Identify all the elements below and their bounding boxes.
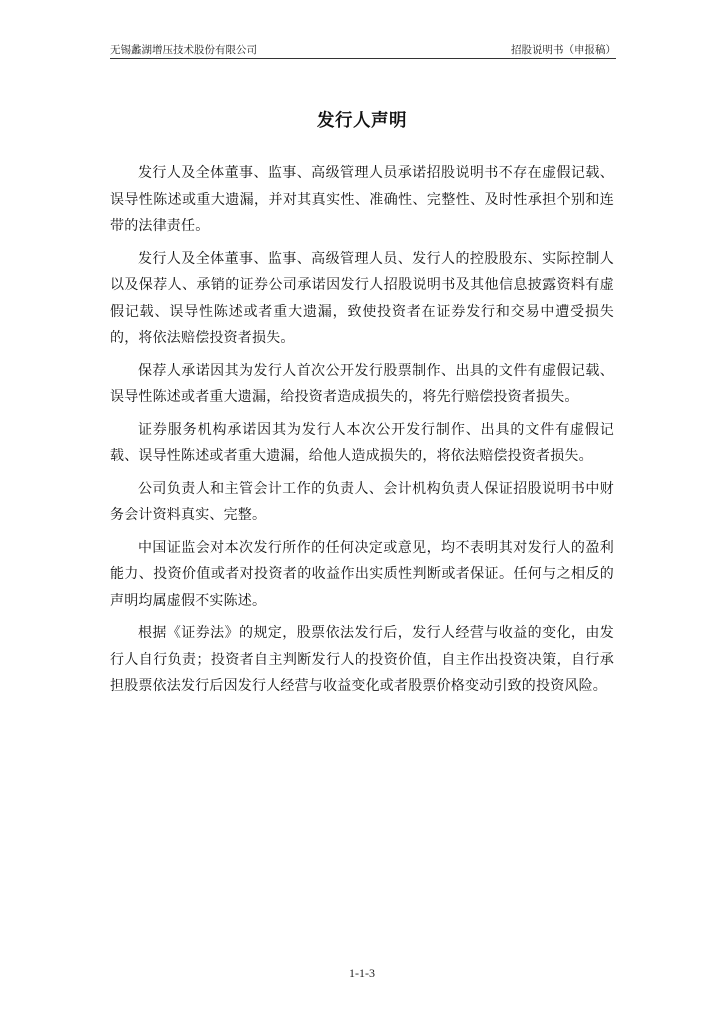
statement-paragraph-5: 公司负责人和主管会计工作的负责人、会计机构负责人保证招股说明书中财务会计资料真实、完整。 xyxy=(110,480,614,523)
page-header xyxy=(110,40,616,59)
statement-paragraph-6: 中国证监会对本次发行所作的任何决定或意见，均不表明其对发行人的盈利能力、投资价值或者对投资者的收益作出实质性判断或者保证。任何与之相反的声明均属虚假不实陈述。 xyxy=(110,539,614,609)
statement-paragraph-2: 发行人及全体董事、监事、高级管理人员、发行人的控股股东、实际控制人以及保荐人、承销的证券公司承诺因发行人招股说明书及其他信息披露资料有虚假记载、误导性陈述或者重大遗漏，致使投资者在证券发行和交易中遭受损失的，将依法赔偿投资者损失。 xyxy=(110,250,614,346)
page-title: 发行人声明 xyxy=(317,111,407,131)
header-company-name: 无锡蠡湖增压技术股份有限公司 xyxy=(110,44,257,56)
header-document-type: 招股说明书（申报稿） xyxy=(511,44,616,56)
statement-body xyxy=(110,160,614,706)
page-number: 1-1-3 xyxy=(349,966,375,980)
statement-paragraph-7: 根据《证券法》的规定，股票依法发行后，发行人经营与收益的变化，由发行人自行负责；投资者自主判断发行人的投资价值，自主作出投资决策，自行承担股票依法发行后因发行人经营与收益变化或者股票价格变动引致的投资风险。 xyxy=(110,625,614,694)
statement-paragraph-1: 发行人及全体董事、监事、高级管理人员承诺招股说明书不存在虚假记载、误导性陈述或重大遗漏，并对其真实性、准确性、完整性、及时性承担个别和连带的法律责任。 xyxy=(110,165,614,234)
statement-paragraph-3: 保荐人承诺因其为发行人首次公开发行股票制作、出具的文件有虚假记载、误导性陈述或者重大遗漏，给投资者造成损失的，将先行赔偿投资者损失。 xyxy=(110,362,614,405)
statement-paragraph-4: 证券服务机构承诺因其为发行人本次公开发行制作、出具的文件有虚假记载、误导性陈述或者重大遗漏，给他人造成损失的，将依法赔偿投资者损失。 xyxy=(110,421,614,464)
